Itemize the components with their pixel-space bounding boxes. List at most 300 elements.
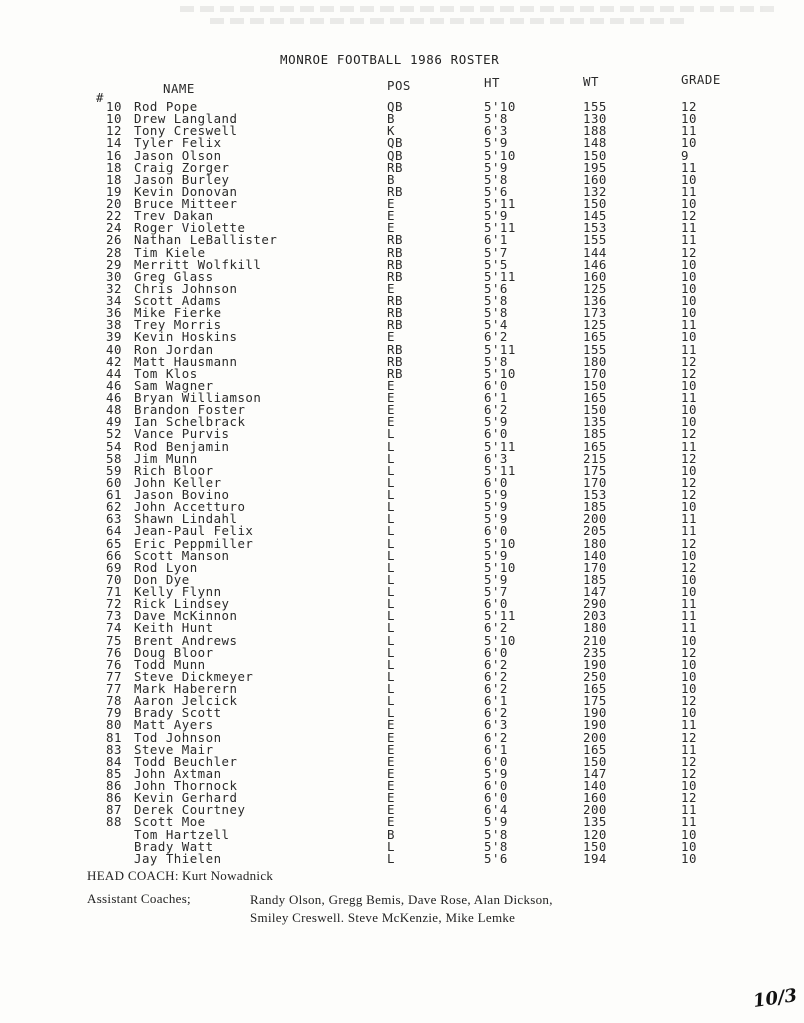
player-number: 81 [106,729,122,745]
player-position: L [387,499,395,515]
player-grade: 10 [681,584,697,599]
player-number: 73 [106,608,122,624]
player-name: Tod Johnson [134,729,222,745]
player-position: L [387,511,395,527]
player-name: Drew Langland [134,111,238,127]
player-weight: 150 [583,377,607,393]
player-name: Tom Klos [134,365,198,381]
player-grade: 11 [681,232,697,248]
player-height: 5'9 [484,814,508,830]
player-grade: 10 [681,377,697,393]
player-weight: 135 [583,814,607,830]
player-number: 77 [106,681,122,696]
player-position: L [387,559,395,575]
header-grade: GRADE [681,72,721,87]
player-name: Doug Bloor [134,644,214,660]
player-height: 5'9 [484,487,508,502]
player-name: Matt Hausmann [134,353,238,369]
player-grade: 10 [681,462,697,478]
player-weight: 188 [583,123,607,139]
player-weight: 165 [583,438,607,454]
player-name: Steve Mair [134,741,214,757]
player-position: L [387,438,395,454]
player-position: L [387,681,395,696]
player-grade: 12 [681,729,697,745]
player-number: 60 [106,474,122,490]
player-number: 16 [106,147,122,163]
player-grade: 12 [681,693,697,709]
player-position: E [387,377,395,393]
player-name: Greg Glass [134,268,214,284]
player-grade: 11 [681,183,697,199]
player-height: 5'6 [484,280,508,296]
player-height: 5'11 [484,341,516,357]
handwritten-note: 10/3 [751,985,799,1012]
player-weight: 145 [583,208,607,224]
player-name: Steve Dickmeyer [134,668,254,684]
player-height: 5'9 [484,159,508,175]
player-weight: 130 [583,111,607,127]
player-grade: 12 [681,365,697,381]
player-number: 54 [106,438,122,454]
player-name: Jim Munn [134,450,198,466]
player-weight: 190 [583,705,607,721]
player-weight: 235 [583,644,607,660]
player-number: 34 [106,293,122,308]
player-number: 29 [106,256,122,272]
player-name: Jay Thielen [134,850,222,866]
player-height: 5'10 [484,535,516,551]
player-number: 30 [106,268,122,284]
player-grade: 11 [681,620,697,636]
player-name: Mark Haberern [134,681,238,696]
player-position: E [387,280,395,296]
player-position: L [387,620,395,636]
player-position: E [387,390,395,405]
player-position: E [387,802,395,818]
player-height: 6'0 [484,377,508,393]
player-position: RB [387,232,403,248]
roster-rows [0,101,804,865]
player-grade: 9 [681,147,689,163]
player-weight: 155 [583,341,607,357]
player-number: 24 [106,220,122,236]
player-name: Eric Peppmiller [134,535,254,551]
player-position: E [387,414,395,430]
player-height: 5'7 [484,244,508,260]
player-weight: 140 [583,547,607,563]
player-weight: 185 [583,571,607,587]
player-number: 26 [106,232,122,248]
player-name: John Thornock [134,778,238,793]
player-position: RB [387,293,403,308]
player-weight: 180 [583,620,607,636]
player-position: L [387,462,395,478]
player-grade: 11 [681,523,697,539]
player-number: 71 [106,584,122,599]
player-height: 5'11 [484,438,516,454]
player-weight: 120 [583,826,607,842]
player-weight: 165 [583,741,607,757]
player-position: L [387,547,395,563]
player-weight: 175 [583,693,607,709]
player-weight: 210 [583,632,607,648]
player-name: John Keller [134,474,222,490]
player-number: 80 [106,717,122,733]
player-height: 5'10 [484,632,516,648]
player-position: B [387,171,395,187]
player-grade: 10 [681,499,697,515]
player-position: RB [387,183,403,199]
player-height: 6'2 [484,656,508,672]
player-name: Brent Andrews [134,632,238,648]
player-position: E [387,220,395,236]
player-name: Matt Ayers [134,717,214,733]
player-height: 6'4 [484,802,508,818]
player-name: Tony Creswell [134,123,238,139]
player-position: RB [387,305,403,321]
player-name: Vance Purvis [134,426,230,442]
player-height: 5'8 [484,353,508,369]
player-number: 46 [106,390,122,405]
player-weight: 146 [583,256,607,272]
player-grade: 11 [681,390,697,405]
player-height: 6'2 [484,329,508,345]
player-weight: 150 [583,838,607,854]
player-weight: 155 [583,232,607,248]
player-weight: 170 [583,474,607,490]
player-height: 5'10 [484,147,516,163]
player-height: 6'2 [484,620,508,636]
player-grade: 10 [681,280,697,296]
player-position: QB [387,99,403,114]
player-height: 6'0 [484,644,508,660]
player-number: 66 [106,547,122,563]
assistant-coaches-list [250,891,670,927]
player-number: 72 [106,596,122,612]
player-name: Trev Dakan [134,208,214,224]
player-height: 5'11 [484,220,516,236]
player-position: L [387,523,395,539]
player-height: 5'4 [484,317,508,333]
player-weight: 150 [583,753,607,769]
player-position: E [387,717,395,733]
player-name: Don Dye [134,571,190,587]
player-grade: 10 [681,838,697,854]
roster-row [0,850,804,866]
player-height: 6'0 [484,596,508,612]
player-weight: 190 [583,717,607,733]
player-grade: 10 [681,571,697,587]
player-position: L [387,535,395,551]
player-number: 70 [106,571,122,587]
player-height: 5'11 [484,462,516,478]
player-grade: 10 [681,668,697,684]
player-number: 75 [106,632,122,648]
player-number: 14 [106,135,122,151]
player-name: Rod Benjamin [134,438,230,454]
player-weight: 148 [583,135,607,151]
player-number: 12 [106,123,122,139]
player-height: 6'1 [484,232,508,248]
player-grade: 12 [681,559,697,575]
player-weight: 173 [583,305,607,321]
player-number: 78 [106,693,122,709]
player-height: 6'3 [484,717,508,733]
player-number: 22 [106,208,122,224]
player-position: L [387,656,395,672]
player-number: 62 [106,499,122,515]
player-weight: 170 [583,559,607,575]
player-height: 6'2 [484,729,508,745]
player-weight: 180 [583,535,607,551]
assistant-coaches-label: Assistant Coaches; [87,891,191,906]
player-grade: 11 [681,123,697,139]
player-height: 5'5 [484,256,508,272]
player-height: 6'0 [484,474,508,490]
player-number: 10 [106,99,122,114]
player-height: 6'1 [484,693,508,709]
player-number: 32 [106,280,122,296]
player-grade: 10 [681,268,697,284]
player-number: 44 [106,365,122,381]
player-position: L [387,838,395,854]
player-name: Todd Munn [134,656,206,672]
head-coach-label: HEAD COACH: [87,868,179,883]
player-grade: 11 [681,511,697,527]
player-height: 5'10 [484,559,516,575]
player-position: B [387,826,395,842]
player-weight: 136 [583,293,607,308]
player-weight: 140 [583,778,607,793]
player-weight: 153 [583,487,607,502]
player-position: RB [387,244,403,260]
player-position: QB [387,147,403,163]
player-number: 86 [106,778,122,793]
player-grade: 12 [681,244,697,260]
player-weight: 205 [583,523,607,539]
player-weight: 180 [583,353,607,369]
player-position: E [387,729,395,745]
player-name: Jason Bovino [134,487,230,502]
player-height: 6'0 [484,523,508,539]
player-weight: 185 [583,499,607,515]
player-number: 46 [106,377,122,393]
player-weight: 153 [583,220,607,236]
player-name: Kevin Donovan [134,183,238,199]
player-name: Kelly Flynn [134,584,222,599]
player-weight: 165 [583,329,607,345]
player-name: Chris Johnson [134,280,238,296]
player-grade: 12 [681,426,697,442]
player-grade: 10 [681,135,697,151]
player-name: Derek Courtney [134,802,246,818]
player-number: 63 [106,511,122,527]
player-weight: 165 [583,681,607,696]
player-weight: 160 [583,268,607,284]
player-position: L [387,850,395,866]
player-weight: 175 [583,462,607,478]
player-number: 38 [106,317,122,333]
player-height: 5'11 [484,608,516,624]
player-height: 5'11 [484,196,516,211]
player-height: 6'2 [484,402,508,418]
player-grade: 12 [681,790,697,806]
player-height: 6'1 [484,741,508,757]
player-height: 6'2 [484,681,508,696]
player-position: RB [387,159,403,175]
player-height: 6'3 [484,450,508,466]
player-position: L [387,426,395,442]
player-position: E [387,196,395,211]
player-grade: 11 [681,814,697,830]
player-height: 5'9 [484,571,508,587]
player-grade: 12 [681,353,697,369]
player-weight: 125 [583,317,607,333]
player-name: Brady Scott [134,705,222,721]
player-name: Scott Moe [134,814,206,830]
player-height: 5'9 [484,135,508,151]
player-number: 36 [106,305,122,321]
player-name: Tom Hartzell [134,826,230,842]
player-weight: 290 [583,596,607,612]
player-name: John Axtman [134,765,222,781]
player-grade: 12 [681,644,697,660]
player-weight: 125 [583,280,607,296]
player-number: 76 [106,644,122,660]
player-name: Kevin Hoskins [134,329,238,345]
player-name: Rick Lindsey [134,596,230,612]
player-position: E [387,753,395,769]
player-number: 40 [106,341,122,357]
player-number: 86 [106,790,122,806]
player-weight: 170 [583,365,607,381]
player-grade: 12 [681,474,697,490]
player-number: 87 [106,802,122,818]
player-position: L [387,668,395,684]
player-height: 5'8 [484,111,508,127]
player-height: 5'6 [484,183,508,199]
player-height: 6'0 [484,426,508,442]
player-weight: 200 [583,511,607,527]
player-position: L [387,608,395,624]
player-height: 5'9 [484,208,508,224]
player-weight: 200 [583,802,607,818]
player-height: 6'2 [484,668,508,684]
player-number: 59 [106,462,122,478]
player-name: Dave McKinnon [134,608,238,624]
player-name: Rod Lyon [134,559,198,575]
player-name: Rod Pope [134,99,198,114]
player-name: Ian Schelbrack [134,414,246,430]
player-number: 58 [106,450,122,466]
player-weight: 147 [583,765,607,781]
player-number: 65 [106,535,122,551]
player-height: 5'9 [484,511,508,527]
player-name: Bryan Williamson [134,390,262,405]
player-position: L [387,450,395,466]
player-weight: 250 [583,668,607,684]
player-position: RB [387,268,403,284]
player-grade: 10 [681,293,697,308]
player-number: 77 [106,668,122,684]
player-position: L [387,571,395,587]
player-grade: 11 [681,608,697,624]
player-grade: 10 [681,632,697,648]
player-position: E [387,778,395,793]
player-name: Roger Violette [134,220,246,236]
player-number: 84 [106,753,122,769]
player-weight: 195 [583,159,607,175]
player-position: E [387,765,395,781]
player-position: K [387,123,395,139]
player-grade: 10 [681,305,697,321]
player-grade: 10 [681,111,697,127]
player-weight: 215 [583,450,607,466]
player-position: RB [387,353,403,369]
player-grade: 11 [681,717,697,733]
player-name: Scott Manson [134,547,230,563]
player-position: L [387,474,395,490]
player-weight: 147 [583,584,607,599]
player-grade: 12 [681,99,697,114]
player-position: RB [387,341,403,357]
player-grade: 10 [681,414,697,430]
player-grade: 11 [681,341,697,357]
player-grade: 11 [681,220,697,236]
player-number: 64 [106,523,122,539]
player-position: RB [387,365,403,381]
player-position: E [387,814,395,830]
player-grade: 10 [681,656,697,672]
player-weight: 155 [583,99,607,114]
player-grade: 12 [681,535,697,551]
player-name: Mike Fierke [134,305,222,321]
player-height: 5'9 [484,414,508,430]
player-name: Jean-Paul Felix [134,523,254,539]
player-grade: 10 [681,850,697,866]
player-grade: 12 [681,487,697,502]
bleed-through-text [180,0,780,40]
header-weight: WT [583,74,599,89]
player-grade: 12 [681,753,697,769]
player-number: 74 [106,620,122,636]
player-grade: 10 [681,256,697,272]
player-height: 5'8 [484,171,508,187]
player-name: Scott Adams [134,293,222,308]
player-number: 85 [106,765,122,781]
player-grade: 11 [681,317,697,333]
player-name: Jason Olson [134,147,222,163]
player-name: Tim Kiele [134,244,206,260]
player-name: Trey Morris [134,317,222,333]
player-grade: 11 [681,741,697,757]
player-name: Brady Watt [134,838,214,854]
player-name: Keith Hunt [134,620,214,636]
player-name: Sam Wagner [134,377,214,393]
player-position: L [387,632,395,648]
player-name: Tyler Felix [134,135,222,151]
player-number: 69 [106,559,122,575]
player-height: 5'8 [484,826,508,842]
player-name: Bruce Mitteer [134,196,238,211]
player-weight: 135 [583,414,607,430]
player-height: 5'11 [484,268,516,284]
player-number: 28 [106,244,122,260]
player-position: E [387,208,395,224]
player-weight: 150 [583,196,607,211]
header-position: POS [387,78,411,93]
